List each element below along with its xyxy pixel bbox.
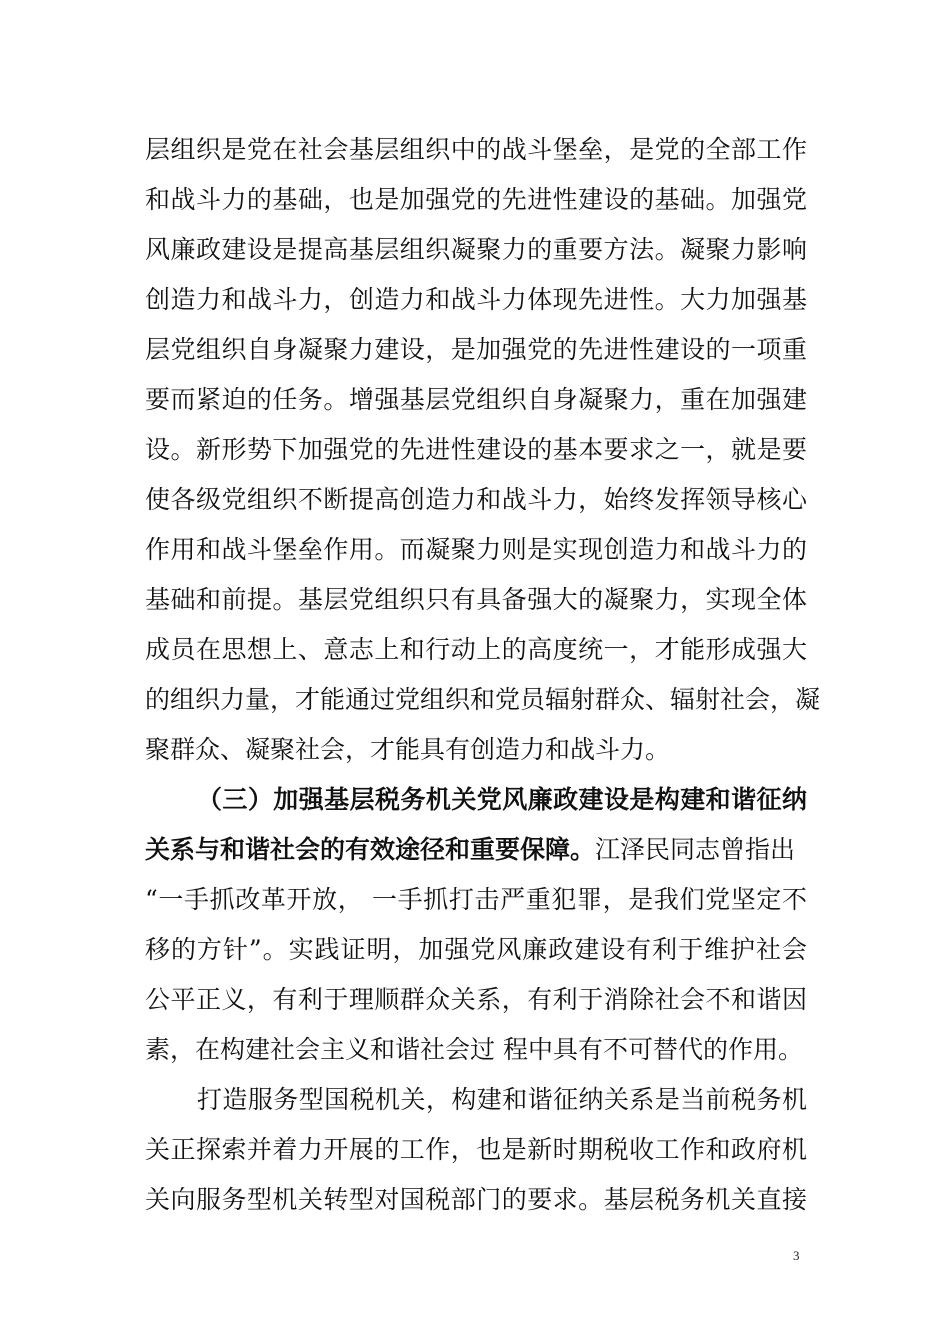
section-heading-bold-text: 关系与和谐社会的有效途径和重要保障。 (145, 835, 596, 864)
body-line-9: 作用和战斗堡垒作用。而凝聚力则是实现创造力和战斗力的 (145, 535, 807, 564)
body-line-3: 风廉政建设是提高基层组织凝聚力的重要方法。凝聚力影响 (145, 235, 807, 264)
body-line-4: 创造力和战斗力，创造力和战斗力体现先进性。大力加强基 (145, 285, 807, 314)
body-line-1: 层组织是党在社会基层组织中的战斗堡垒，是党的全部工作 (145, 135, 807, 164)
body-line-16: “一手抓改革开放， 一手抓打击严重犯罪，是我们党坚定不 (145, 885, 807, 914)
body-line-19: 素，在构建社会主义和谐社会过 程中具有不可替代的作用。 (145, 1035, 803, 1064)
body-line-22: 关向服务型机关转型对国税部门的要求。基层税务机关直接 (145, 1185, 807, 1214)
body-line-13: 聚群众、凝聚社会，才能具有创造力和战斗力。 (145, 735, 671, 764)
body-line-17: 移的方针”。实践证明，加强党风廉政建设有利于维护社会 (145, 935, 807, 964)
body-line-5: 层党组织自身凝聚力建设，是加强党的先进性建设的一项重 (145, 335, 807, 364)
section-body-start: 江泽民同志曾指出 (595, 835, 796, 864)
body-line-8: 使各级党组织不断提高创造力和战斗力，始终发挥领导核心 (145, 485, 807, 514)
body-line-10: 基础和前提。基层党组织只有具备强大的凝聚力，实现全体 (145, 585, 807, 614)
section-heading-line-1: （三）加强基层税务机关党风廉政建设是构建和谐征纳 (197, 785, 807, 814)
section-heading-line-2 (145, 830, 807, 870)
body-line-21: 关正探索并着力开展的工作，也是新时期税收工作和政府机 (145, 1135, 807, 1164)
body-line-11: 成员在思想上、意志上和行动上的高度统一，才能形成强大 (145, 635, 807, 664)
page-number: 3 (793, 1248, 800, 1263)
body-line-18: 公平正义，有利于理顺群众关系，有利于消除社会不和谐因 (145, 985, 807, 1014)
body-line-7: 设。新形势下加强党的先进性建设的基本要求之一，就是要 (145, 435, 807, 464)
body-line-12: 的组织力量，才能通过党组织和党员辐射群众、辐射社会，凝 (145, 685, 821, 714)
body-line-2: 和战斗力的基础，也是加强党的先进性建设的基础。加强党 (145, 185, 807, 214)
body-line-20: 打造服务型国税机关，构建和谐征纳关系是当前税务机 (197, 1085, 807, 1114)
body-line-6: 要而紧迫的任务。增强基层党组织自身凝聚力，重在加强建 (145, 385, 807, 414)
